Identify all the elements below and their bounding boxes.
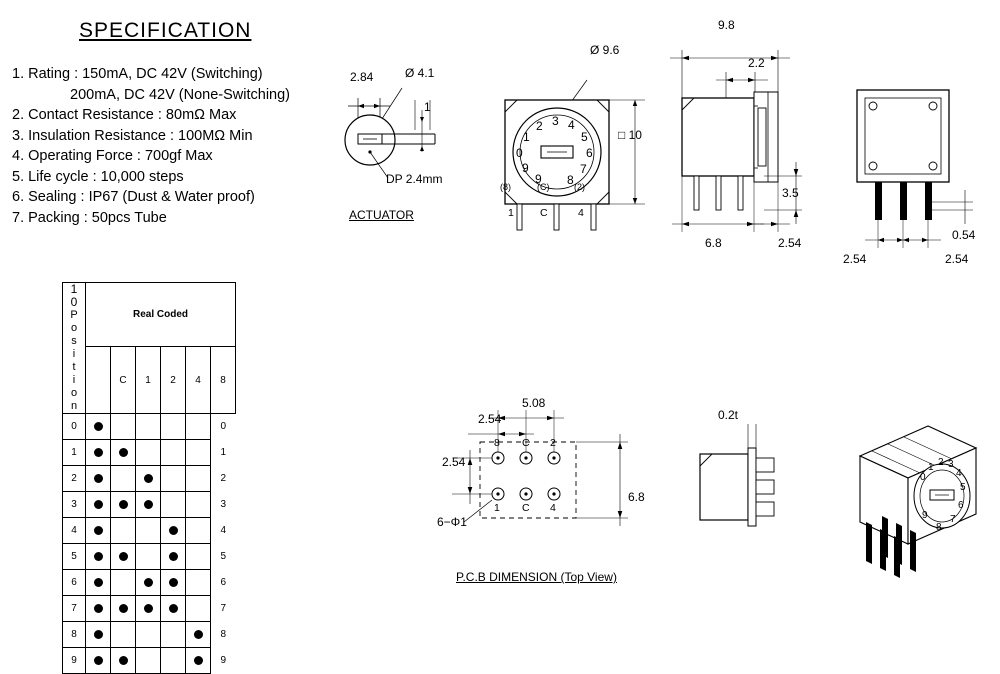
- table-cell: [111, 648, 136, 674]
- table-cell: [161, 622, 186, 648]
- pcb-pad-top-8: 8: [494, 437, 500, 449]
- spec-item-3: 3. Insulation Resistance : 100MΩ Min: [12, 127, 253, 144]
- spec-item-1b: 200mA, DC 42V (None-Switching): [70, 86, 291, 103]
- table-row: [63, 596, 261, 622]
- table-row-position-right: 0: [220, 421, 227, 433]
- dial-digit-9: 9: [535, 172, 542, 186]
- iso-digit-0: 0: [920, 472, 926, 483]
- table-row-position-right: 1: [220, 447, 227, 458]
- pin-bottom-label-1: 1: [508, 207, 514, 219]
- pin-bottom-label-c: C: [540, 207, 548, 219]
- table-cell: [186, 518, 211, 544]
- contact-dot: [94, 552, 103, 561]
- pin-top-label-8: (8): [500, 182, 511, 192]
- contact-dot: [119, 552, 128, 561]
- pcb-pad-bottom-c: C: [522, 502, 530, 514]
- table-cell: [186, 492, 211, 518]
- table-row: [63, 440, 261, 466]
- table-cell: [111, 544, 136, 570]
- contact-dot: [144, 604, 153, 613]
- table-cell: [86, 622, 111, 648]
- table-row-position-right: 3: [220, 499, 227, 510]
- table-row: [63, 570, 261, 596]
- table-row-position-right: 5: [220, 551, 227, 562]
- side-view-dim-22: 2.2: [748, 56, 765, 70]
- pcb-dim-254-left: 2.54: [442, 455, 466, 469]
- iso-digit-2: 2: [938, 457, 944, 468]
- thickness-label: 0.2t: [718, 408, 739, 422]
- contact-dot: [94, 630, 103, 639]
- table-row: [63, 492, 261, 518]
- dial-digit-4: 4: [568, 118, 575, 132]
- table-cell: [86, 544, 111, 570]
- table-row-position-right: 2: [220, 473, 227, 484]
- iso-digit-6: 6: [958, 500, 964, 511]
- pcb-dim-68: 6.8: [628, 490, 645, 504]
- table-cell: [86, 570, 111, 596]
- table-cell: [136, 570, 161, 596]
- table-cell: [111, 622, 136, 648]
- contact-dot: [119, 604, 128, 613]
- table-row: [63, 518, 261, 544]
- iso-digit-4: 4: [956, 468, 962, 479]
- dial-digit-2: 2: [536, 119, 543, 133]
- dial-digit-6: 6: [586, 146, 593, 160]
- table-cell: [136, 622, 161, 648]
- table-cell: [161, 570, 186, 596]
- pcb-drawing: [440, 390, 660, 550]
- contact-dot: [119, 448, 128, 457]
- rear-view-pin-thickness: 0.54: [952, 228, 976, 242]
- table-cell: [86, 648, 111, 674]
- table-row: [63, 622, 261, 648]
- table-row-position-right: 6: [220, 577, 227, 588]
- pcb-pad-top-2: 2: [550, 437, 556, 449]
- table-cell: [86, 596, 111, 622]
- table-row-position-left: 6: [63, 570, 86, 596]
- table-header-title: Real Coded: [86, 283, 236, 347]
- table-row: [63, 648, 261, 674]
- iso-digit-5: 5: [960, 482, 966, 493]
- table-cell: [161, 492, 186, 518]
- actuator-dim-284: 2.84: [350, 70, 374, 84]
- contact-dot: [194, 656, 203, 665]
- table-cell: [186, 622, 211, 648]
- table-cell: [136, 466, 161, 492]
- table-row-position-left: 7: [63, 596, 86, 622]
- contact-dot: [94, 500, 103, 509]
- table-cell: [136, 518, 161, 544]
- table-row-position-right: 9: [220, 655, 227, 666]
- table-col-1: 1: [136, 347, 161, 414]
- actuator-dim-dp: DP 2.4mm: [386, 172, 443, 186]
- table-cell: [111, 492, 136, 518]
- spec-item-6: 6. Sealing : IP67 (Dust & Water proof): [12, 189, 255, 205]
- pcb-dim-508: 5.08: [522, 396, 546, 410]
- spec-item-5: 5. Life cycle : 10,000 steps: [12, 168, 184, 185]
- table-cell: [161, 466, 186, 492]
- table-row-position-left: 1: [63, 440, 86, 466]
- page-title: SPECIFICATION: [79, 19, 252, 42]
- table-cell: [161, 414, 186, 440]
- rear-view-pitch-right: 2.54: [945, 252, 969, 266]
- table-cell: [136, 648, 161, 674]
- table-col-4: 4: [186, 347, 211, 414]
- contact-dot: [169, 604, 178, 613]
- pcb-pad-bottom-1: 1: [494, 502, 500, 514]
- table-row-position-left: 5: [63, 544, 86, 570]
- table-cell: [161, 596, 186, 622]
- dial-digit-1: 1: [523, 130, 530, 144]
- table-row-position-right: 8: [220, 629, 227, 640]
- iso-digit-3: 3: [948, 459, 954, 470]
- actuator-caption: ACTUATOR: [349, 208, 414, 222]
- pin-top-label-c: (C): [537, 182, 550, 192]
- table-cell: [136, 596, 161, 622]
- spec-item-4: 4. Operating Force : 700gf Max: [12, 148, 213, 164]
- side-view-dim-98: 9.8: [718, 18, 735, 32]
- table-row-position-left: 9: [63, 648, 86, 674]
- table-row: [63, 544, 261, 570]
- dial-digits: [495, 60, 655, 230]
- pcb-pad-bottom-4: 4: [550, 502, 556, 514]
- contact-dot: [119, 656, 128, 665]
- table-cell: [111, 570, 136, 596]
- side-view-dim-254: 2.54: [778, 236, 802, 250]
- contact-dot: [169, 578, 178, 587]
- table-cell: [186, 440, 211, 466]
- contact-dot: [169, 526, 178, 535]
- iso-digit-1: 1: [928, 462, 934, 473]
- specification-list: [12, 64, 290, 228]
- table-row-position-left: 0: [63, 414, 86, 440]
- contact-dot: [94, 474, 103, 483]
- contact-dot: [194, 630, 203, 639]
- table-cell: [86, 492, 111, 518]
- dial-digit-9b: 9: [522, 161, 529, 175]
- top-view-square-label: □ 10: [618, 128, 642, 142]
- table-cell: [111, 518, 136, 544]
- spec-item-1: 1. Rating : 150mA, DC 42V (Switching): [12, 66, 263, 82]
- table-row: [63, 414, 261, 440]
- table-row-position-right: 7: [220, 603, 227, 614]
- side-view-drawing: [660, 36, 820, 236]
- dial-digit-8: 8: [567, 173, 574, 187]
- table-cell: [161, 648, 186, 674]
- table-col-c: C: [111, 347, 136, 414]
- table-row: [63, 466, 261, 492]
- side-view-dim-68: 6.8: [705, 236, 722, 250]
- contact-dot: [144, 578, 153, 587]
- dial-digit-5: 5: [581, 130, 588, 144]
- contact-dot: [94, 448, 103, 457]
- table-cell: [136, 414, 161, 440]
- truth-table: [62, 282, 261, 674]
- table-cell: [111, 466, 136, 492]
- truth-table-wrap: [62, 282, 261, 674]
- table-header-row: [63, 347, 261, 414]
- table-cell: [86, 518, 111, 544]
- table-cell: [136, 440, 161, 466]
- pcb-pad-top-c: C: [522, 437, 530, 449]
- dial-digit-3: 3: [552, 114, 559, 128]
- actuator-dim-1: 1: [424, 100, 431, 114]
- table-cell: [136, 492, 161, 518]
- table-cell: [161, 518, 186, 544]
- contact-dot: [94, 578, 103, 587]
- iso-dial-digits: [842, 412, 1000, 597]
- iso-digit-7: 7: [950, 514, 956, 525]
- pin-bottom-label-4: 4: [578, 207, 584, 219]
- dial-digit-7: 7: [580, 162, 587, 176]
- contact-dot: [94, 656, 103, 665]
- iso-digit-9: 9: [922, 510, 928, 521]
- table-cell: [111, 596, 136, 622]
- contact-dot: [94, 422, 103, 431]
- table-cell: [186, 570, 211, 596]
- pcb-caption: P.C.B DIMENSION (Top View): [456, 570, 617, 584]
- table-row-position-right: 4: [220, 525, 227, 536]
- table-cell: [186, 466, 211, 492]
- rear-view-pitch-left: 2.54: [843, 252, 867, 266]
- spec-item-7: 7. Packing : 50pcs Tube: [12, 209, 167, 226]
- table-cell: [136, 544, 161, 570]
- table-col-8: 8: [211, 347, 236, 414]
- table-cell: [186, 544, 211, 570]
- thickness-view-drawing: [690, 408, 820, 543]
- contact-dot: [169, 552, 178, 561]
- dial-digit-0: 0: [516, 146, 523, 160]
- spec-item-2: 2. Contact Resistance : 80mΩ Max: [12, 107, 237, 123]
- pin-top-label-2: (2): [574, 182, 585, 192]
- table-cell: [111, 414, 136, 440]
- top-view-diameter-label: Ø 9.6: [590, 43, 620, 57]
- table-cell: [86, 466, 111, 492]
- table-row-position-left: 4: [63, 518, 86, 544]
- table-cell: [86, 414, 111, 440]
- contact-dot: [144, 474, 153, 483]
- table-cell: [161, 544, 186, 570]
- contact-dot: [94, 604, 103, 613]
- table-cell: [111, 440, 136, 466]
- table-row-position-left: 2: [63, 466, 86, 492]
- side-view-dim-35: 3.5: [782, 186, 799, 200]
- actuator-dim-diameter: Ø 4.1: [405, 66, 435, 80]
- pcb-holes-label: 6−Φ1: [437, 515, 467, 529]
- table-cell: [186, 648, 211, 674]
- table-cell: [186, 414, 211, 440]
- table-cell: [161, 440, 186, 466]
- contact-dot: [94, 526, 103, 535]
- table-cell: [186, 596, 211, 622]
- pcb-dim-254-top: 2.54: [478, 412, 502, 426]
- table-row-position-left: 3: [63, 492, 86, 518]
- contact-dot: [144, 500, 153, 509]
- table-row-position-left: 8: [63, 622, 86, 648]
- table-cell: [86, 440, 111, 466]
- table-side-label: 1 0 P o s i t i o n: [70, 282, 78, 412]
- contact-dot: [119, 500, 128, 509]
- iso-digit-8: 8: [936, 522, 942, 533]
- table-col-2: 2: [161, 347, 186, 414]
